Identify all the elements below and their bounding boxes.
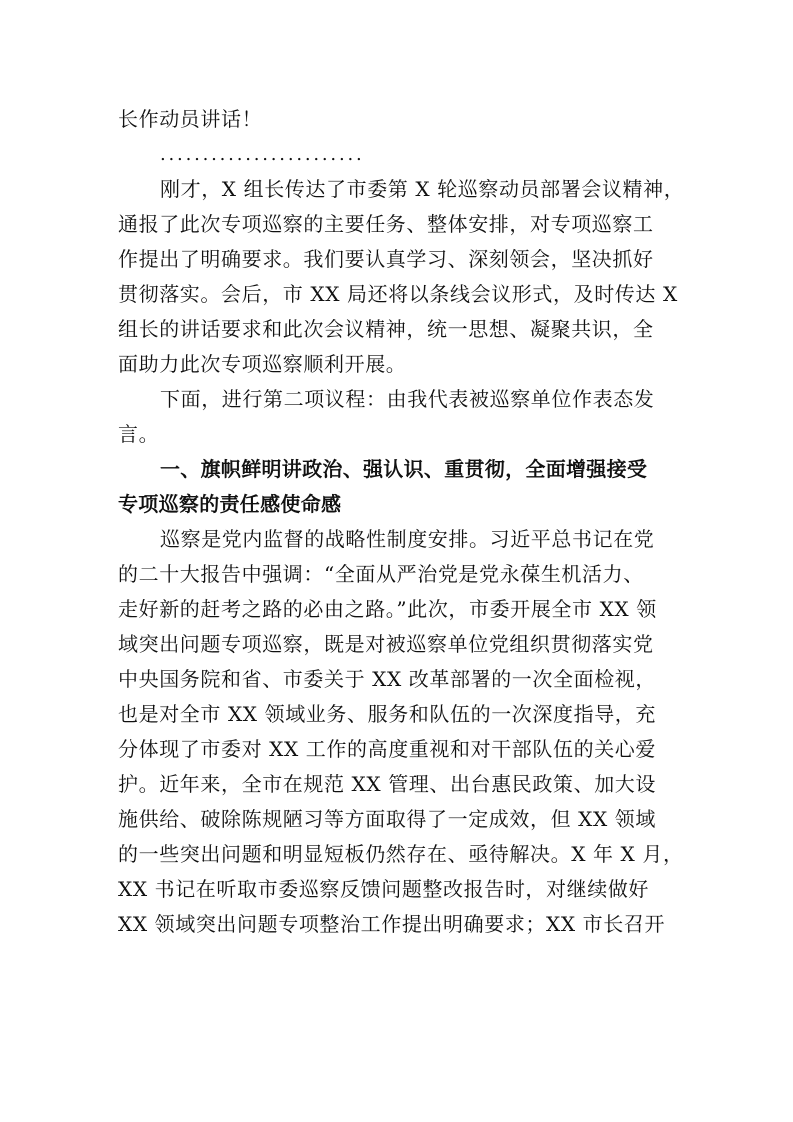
text-line: 也是对全市 XX 领域业务、服务和队伍的一次深度指导，充	[118, 702, 656, 726]
text-line: 中央国务院和省、市委关于 XX 改革部署的一次全面检视，	[118, 667, 656, 691]
document-page	[118, 102, 685, 942]
paragraph-first-line: 刚才，X 组长传达了市委第 X 轮巡察动员部署会议精神，	[160, 177, 685, 201]
text-line: 的二十大报告中强调：“全面从严治党是党永葆生机活力、	[118, 562, 644, 586]
text-line: 作提出了明确要求。我们要认真学习、深刻领会，坚决抓好	[118, 247, 654, 271]
text-line: 贯彻落实。会后，市 XX 局还将以条线会议形式，及时传达 X	[118, 282, 678, 306]
paragraph-first-line: 巡察是党内监督的战略性制度安排。习近平总书记在党	[160, 527, 655, 551]
text-line: 域突出问题专项巡察，既是对被巡察单位党组织贯彻落实党	[118, 632, 654, 656]
text-line: 言。	[118, 422, 160, 446]
text-line: 面助力此次专项巡察顺利开展。	[118, 352, 407, 376]
section-heading: 一、旗帜鲜明讲政治、强认识、重贯彻，全面增强接受	[160, 457, 648, 481]
text-line: 长作动员讲话！	[118, 107, 263, 131]
text-line: 的一些突出问题和明显短板仍然存在、亟待解决。X 年 X 月，	[118, 842, 684, 866]
text-line: 施供给、破除陈规陋习等方面取得了一定成效，但 XX 领域	[118, 807, 656, 831]
text-line: XX 书记在听取市委巡察反馈问题整改报告时，对继续做好	[118, 877, 650, 901]
ellipsis-separator: ........................	[160, 144, 365, 165]
text-line: XX 领域突出问题专项整治工作提出明确要求；XX 市长召开	[118, 912, 666, 936]
text-line: 分体现了市委对 XX 工作的高度重视和对干部队伍的关心爱	[118, 737, 656, 761]
section-heading-continuation: 专项巡察的责任感使命感	[118, 492, 342, 516]
paragraph-first-line: 下面，进行第二项议程：由我代表被巡察单位作表态发	[160, 387, 655, 411]
text-line: 走好新的赶考之路的必由之路。”此次，市委开展全市 XX 领	[118, 597, 657, 621]
text-line: 护。近年来，全市在规范 XX 管理、出台惠民政策、加大设	[118, 772, 656, 796]
text-line: 通报了此次专项巡察的主要任务、整体安排，对专项巡察工	[118, 212, 654, 236]
text-line: 组长的讲话要求和此次会议精神，统一思想、凝聚共识，全	[118, 317, 654, 341]
